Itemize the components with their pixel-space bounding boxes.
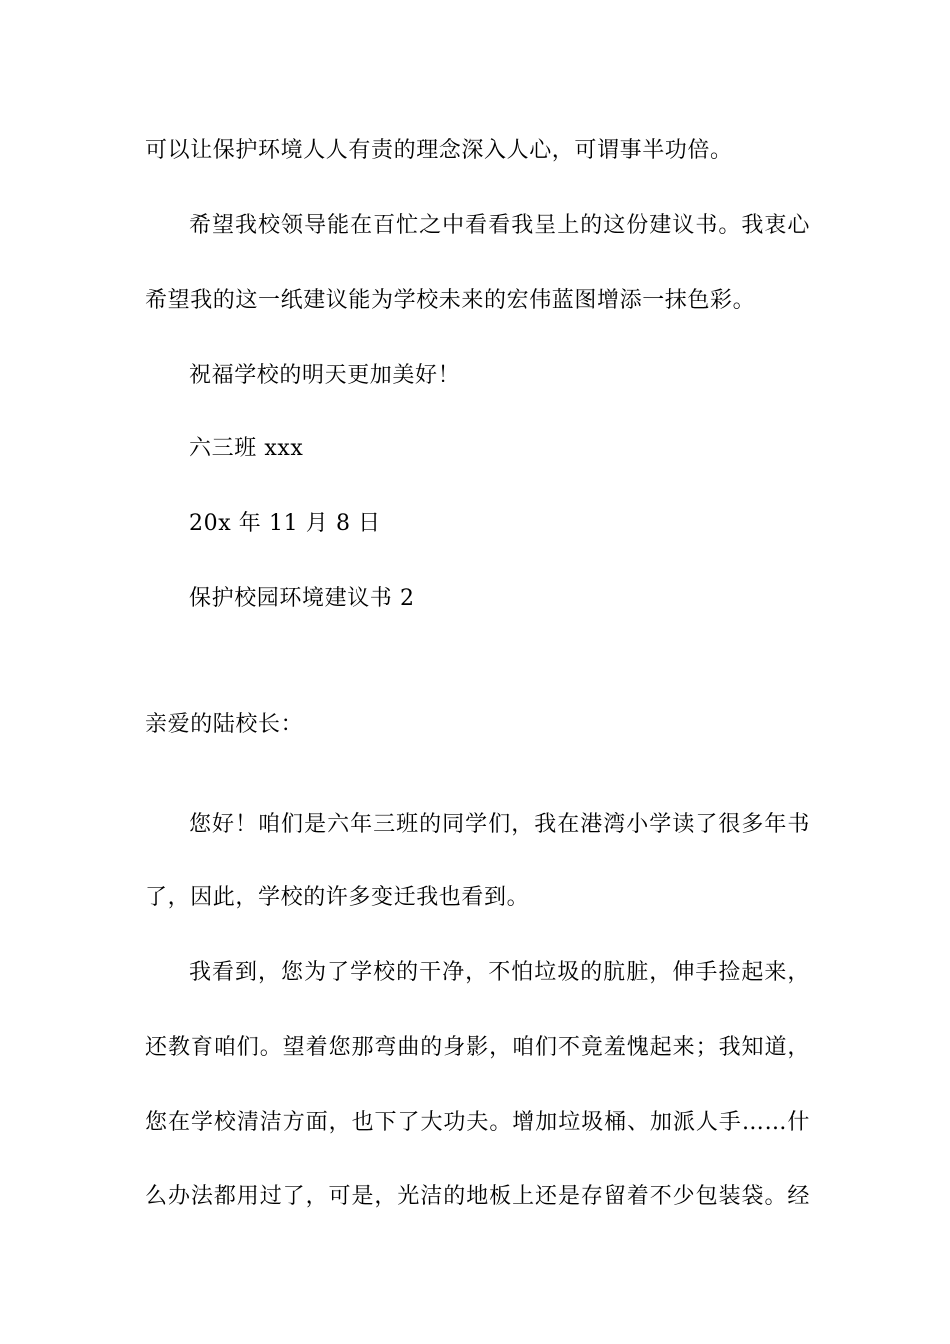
paragraph-line: 您好！咱们是六年三班的同学们，我在港湾小学读了很多年书 bbox=[189, 812, 810, 837]
paragraph-line: 了，因此，学校的许多变迁我也看到。 bbox=[145, 885, 530, 910]
salutation: 亲爱的陆校长： bbox=[145, 712, 304, 737]
signature-class: 六三班 xxx bbox=[189, 436, 304, 461]
paragraph-line: 么办法都用过了，可是，光洁的地板上还是存留着不少包装袋。经 bbox=[145, 1184, 810, 1209]
paragraph-line: 希望我的这一纸建议能为学校未来的宏伟蓝图增添一抹色彩。 bbox=[145, 288, 756, 313]
paragraph-line: 可以让保护环境人人有责的理念深入人心，可谓事半功倍。 bbox=[145, 138, 733, 163]
paragraph-line: 我看到，您为了学校的干净，不怕垃圾的肮脏，伸手捡起来， bbox=[189, 960, 810, 985]
paragraph-line: 还教育咱们。望着您那弯曲的身影，咱们不竟羞愧起来；我知道， bbox=[145, 1035, 810, 1060]
signature-date: 20x 年 11 月 8 日 bbox=[189, 511, 381, 536]
paragraph-line: 您在学校清洁方面，也下了大功夫。增加垃圾桶、加派人手……什 bbox=[145, 1110, 810, 1135]
paragraph-line: 希望我校领导能在百忙之中看看我呈上的这份建议书。我衷心 bbox=[189, 213, 810, 238]
section-title: 保护校园环境建议书 2 bbox=[189, 586, 415, 611]
closing-wish: 祝福学校的明天更加美好！ bbox=[189, 363, 461, 388]
